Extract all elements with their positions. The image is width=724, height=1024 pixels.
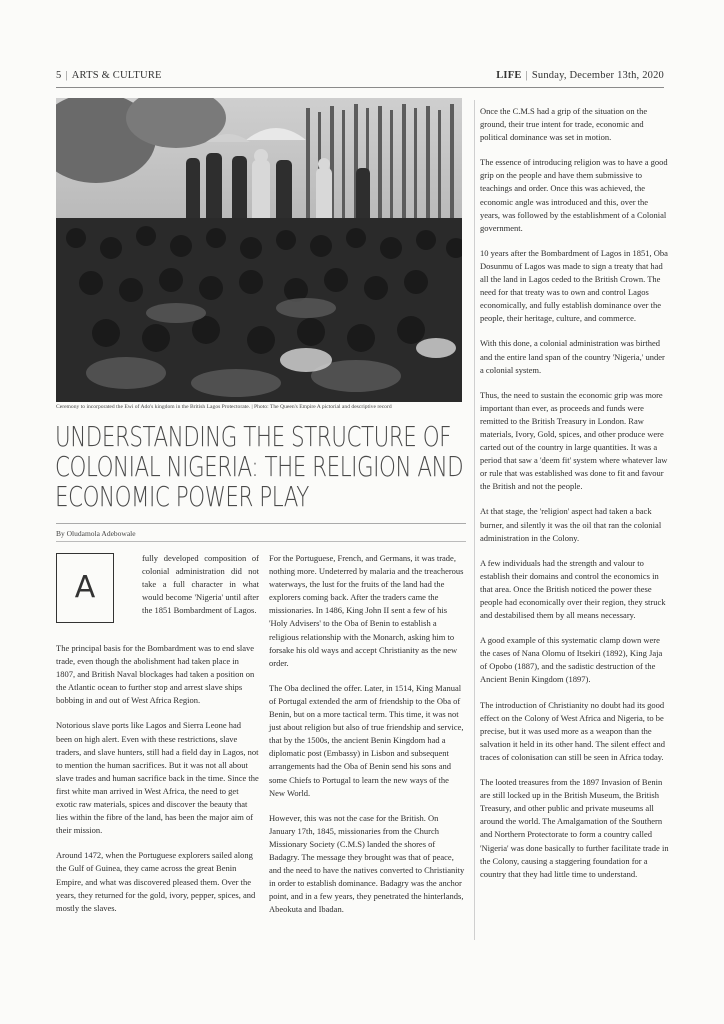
paragraph: Around 1472, when the Portuguese explorers sailed along the Gulf of Guinea, they came across the great Benin Empire, and what was discovered pleased them. Over the years, they returned for the gold, ivory, pepper, spices, and mostly the slaves. bbox=[56, 850, 256, 913]
paragraph: A few individuals had the strength and valour to establish their domains and control the economics in that area. Once the British noticed the power these people had economically over their region, they struck and destabilised them by all means necessary. bbox=[480, 557, 666, 621]
paragraph: However, this was not the case for the British. On January 17th, 1845, missionaries from the Church Missionary Society (C.M.S) landed the shores of Badagry. The message they brought was that of peace, and the need to have the natives converted to Christianity in order to establish dominance. Badagry was the anchor point, and in a few years, they penetrated the hinterlands, Abeokuta and Ibadan. bbox=[269, 812, 465, 915]
paragraph: Once the C.M.S had a grip of the situation on the ground, their true intent for trade, economic and political dominance was set in motion. bbox=[480, 106, 648, 143]
paragraph: A good example of this systematic clamp down were the cases of Nana Olomu of Itsekiri (1892), King Jaja of Opobo (1887), and the sadistic destruction of the Ancient Benin Kingdom (1897). bbox=[480, 635, 663, 685]
historical-photo bbox=[56, 98, 462, 402]
article-title: UNDERSTANDING THE STRUCTURE OF COLONIAL NIGERIA: THE RELIGION AND ECONOMIC POWER PLAY bbox=[55, 421, 464, 513]
paragraph: Notorious slave ports like Lagos and Sierra Leone had been on high alert. Even with these restrictions, slave traders, and slave hunters, still had a field day in Lagos, not to mention the human sacrifices. But it was not all about slave trades and human sacrifice back in the time. Since the first white man arrived in West Africa, the need to get exotic raw materials, spices and discover the beauty that lies within the fibre of the land, has been the major aim of their mission. bbox=[56, 720, 259, 836]
paragraph: Thus, the need to sustain the economic grip was more important than ever, as proceeds and funds were remitted to the British Treasury in London. Raw materials, Ivory, Gold, spices, and other produce were carted out of the country in large quantities. It was a period that saw a 'deem fit' system where whatever law or rule that was established was done to fit and favour the British and not the people. bbox=[480, 389, 668, 492]
paragraph: The essence of introducing religion was to have a good grip on the people and have them submissive to teachings and order. Once this was achieved, the economic angle was introduced and this, over the years, was followed by the establishment of a Colonial government. bbox=[480, 157, 668, 233]
photo-caption: Ceremony to incorporated the Ewi of Ado's kingdom in the British Lagos Protectorate. | Photo: The Queen's Empire A pictorial and descriptive record bbox=[56, 404, 392, 410]
paragraph: The Oba declined the offer. Later, in 1514, King Manual of Portugal extended the arm of friendship to the Oba of Benin, but on a more tactical term. This time, it was not just about religion but also of true friendship and service, that by the 1500s, the ancient Benin Kingdom had a diplomatic post (Embassy) in Lisbon and subsequent arrangements had the Oba of Benin send his sons and some Chiefs to Portugal to learn the new ways of the New World. bbox=[269, 682, 464, 798]
paragraph: With this done, a colonial administration was birthed and the entire land span of the country 'Nigeria,' under a colonial system. bbox=[480, 338, 665, 375]
paragraph: The introduction of Christianity no doubt had its good effect on the Colony of West Africa and Nigeria, to be precise, but it was used more as a weapon than the salvation it held in its other hand. The silent effect and traces of colonisation can still be seen in Africa today. bbox=[480, 699, 665, 762]
byline-rule bbox=[56, 541, 466, 542]
paragraph: The principal basis for the Bombardment was to end slave trade, even though the abolishment had taken place in 1807, and British Naval blockages had taken a position on the Atlantic ocean to further stop and arrest slave ships bobbing in and out of West Africa Region. bbox=[56, 643, 255, 706]
paragraph: 10 years after the Bombardment of Lagos in 1851, Oba Dosunmu of Lagos was made to sign a treaty that had all the land in Lagos ceded to the British Crown. The need for that treaty was to own and control Lagos economically, and fully establish dominance over the people, their heritage, culture, and commerce. bbox=[480, 247, 668, 324]
intro-block bbox=[56, 552, 259, 642]
byline: By Oludamola Adebowale bbox=[56, 529, 136, 538]
running-header: 5 | ARTS & CULTURE LIFE | Sunday, December 13th, 2020 bbox=[56, 70, 664, 81]
drop-cap: A bbox=[56, 553, 114, 623]
issue-date: Sunday, December 13th, 2020 bbox=[531, 70, 664, 81]
section-name: ARTS & CULTURE bbox=[71, 70, 162, 81]
title-rule bbox=[56, 523, 466, 524]
article-column-1 bbox=[56, 552, 259, 927]
page-number: 5 bbox=[56, 70, 62, 81]
header-rule bbox=[56, 87, 664, 88]
paragraph: For the Portuguese, French, and Germans, it was trade, nothing more. Undeterred by malaria and the treacherous waterways, the lust for the fruits of the land had the explorers coming back. After the traders came the missionaries. In 1486, King John II sent a few of his 'Holy Advisers' to the Oba of Benin to establish a religious relationship with the Monarch, asking him to forsake his old ways and accept Christianity as the new order. bbox=[269, 553, 464, 668]
paragraph: The looted treasures from the 1897 Invasion of Benin are still locked up in the British Museum, the British Treasury, and other public and private museums all around the world. The Amalgamation of the Southern and Northern Protectorate to form a country called 'Nigeria' was done basically to further facilitate trade in the Colony, causing a staggering foundation for a country that they had little time to understand. bbox=[480, 777, 669, 879]
photo-illustration bbox=[56, 98, 462, 402]
article-column-3 bbox=[480, 105, 670, 893]
intro-paragraph: fully developed composition of colonial administration did not take a full character in what would become 'Nigeria' until after the 1851 Bombardment of Lagos. bbox=[142, 553, 259, 616]
publication-name: LIFE bbox=[496, 70, 522, 81]
paragraph: At that stage, the 'religion' aspect had taken a back burner, and silently it was the oil that ran the colonial administration in the Colony. bbox=[480, 506, 662, 543]
column-divider bbox=[474, 100, 475, 940]
article-column-2 bbox=[269, 552, 465, 928]
